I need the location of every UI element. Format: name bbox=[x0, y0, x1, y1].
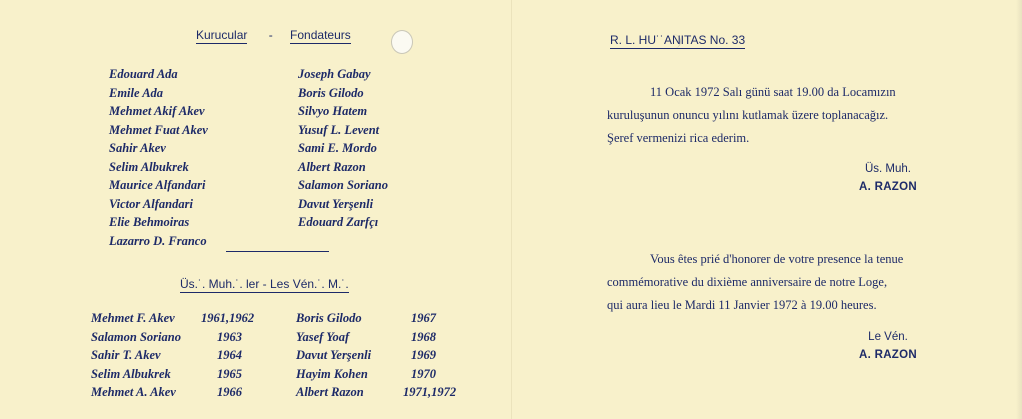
founder-name: Davut Yerşenli bbox=[298, 196, 374, 211]
past-master-year: 1971,1972 bbox=[403, 385, 457, 399]
french-signer-name: A. RAZON bbox=[859, 349, 917, 361]
past-master-year: 1969 bbox=[411, 348, 436, 362]
founder-name: Joseph Gabay bbox=[298, 67, 371, 81]
past-master-row bbox=[296, 346, 476, 365]
founder-name: Edouard Zarfçı bbox=[298, 215, 379, 229]
french-line-1: Vous êtes prié d'honorer de votre presence la tenue bbox=[650, 252, 904, 266]
founder-name: Boris Gilodo bbox=[298, 85, 364, 100]
past-master-name: Selim Albukrek bbox=[91, 366, 171, 381]
past-master-row bbox=[296, 309, 476, 328]
turkish-line-2: kuruluşunun onuncu yılını kutlamak üzere toplanacağız. bbox=[607, 108, 889, 122]
past-master-name: Yasef Yoaf bbox=[296, 329, 350, 344]
past-master-row bbox=[296, 383, 476, 402]
turkish-signer-name: A. RAZON bbox=[859, 181, 917, 193]
french-line-2: commémorative du dixième anniversaire de notre Loge, bbox=[607, 275, 888, 289]
past-master-name: Salamon Soriano bbox=[91, 329, 181, 344]
french-line-3: qui aura lieu le Mardi 11 Janvier 1972 à 19.00 heures. bbox=[607, 298, 877, 312]
past-master-year: 1961,1962 bbox=[201, 311, 255, 325]
lodge-heading-text: R. L. HU˙˙ANITAS No. 33 bbox=[610, 33, 746, 47]
past-master-row bbox=[91, 365, 281, 384]
founder-name: Albert Razon bbox=[298, 159, 366, 174]
past-master-year: 1965 bbox=[217, 366, 242, 381]
founders-heading-tr: Kurucular bbox=[196, 28, 248, 42]
past-master-row bbox=[91, 328, 281, 347]
past-masters-heading-text: Üs.˙. Muh.˙. ler - Les Vén.˙. M.˙. bbox=[180, 277, 349, 291]
founder-name: Elie Behmoiras bbox=[109, 215, 190, 229]
founders-heading-fr: Fondateurs bbox=[290, 28, 351, 42]
founder-name: Victor Alfandari bbox=[109, 196, 193, 211]
past-masters-heading bbox=[180, 277, 349, 291]
founder-name: Lazarro D. Franco bbox=[109, 233, 207, 248]
past-master-year: 1970 bbox=[411, 366, 436, 381]
past-master-row bbox=[91, 346, 281, 365]
founders-list-2 bbox=[298, 65, 388, 232]
past-masters-list-2 bbox=[296, 309, 476, 402]
past-master-row bbox=[91, 309, 281, 328]
past-masters-list-1 bbox=[91, 309, 281, 402]
past-master-name: Sahir T. Akev bbox=[91, 348, 161, 362]
french-signer-title: Le Vén. bbox=[868, 331, 908, 343]
past-master-year: 1964 bbox=[217, 348, 242, 362]
founder-name: Salamon Soriano bbox=[298, 178, 388, 192]
past-master-row bbox=[296, 365, 476, 384]
page-edge bbox=[1016, 0, 1022, 419]
founders-heading-dash: - bbox=[268, 28, 273, 42]
center-fold bbox=[511, 0, 512, 419]
section-divider bbox=[226, 251, 329, 252]
past-master-row bbox=[296, 328, 476, 347]
past-master-name: Mehmet F. Akev bbox=[91, 311, 175, 325]
founders-list-1 bbox=[109, 65, 208, 250]
past-master-year: 1966 bbox=[217, 385, 242, 399]
founder-name: Mehmet Akif Akev bbox=[109, 104, 205, 118]
past-master-name: Davut Yerşenli bbox=[296, 348, 372, 362]
founder-name: Maurice Alfandari bbox=[109, 178, 206, 192]
past-master-row bbox=[91, 383, 281, 402]
founder-name: Selim Albukrek bbox=[109, 159, 189, 174]
founders-heading bbox=[196, 28, 351, 42]
past-master-year: 1968 bbox=[411, 329, 436, 344]
punch-hole-left bbox=[391, 30, 413, 54]
founder-name: Sami E. Mordo bbox=[298, 141, 377, 155]
turkish-signer-title: Üs. Muh. bbox=[864, 163, 911, 175]
past-master-name: Mehmet A. Akev bbox=[91, 385, 176, 399]
founder-name: Edouard Ada bbox=[109, 67, 178, 81]
founder-name: Mehmet Fuat Akev bbox=[109, 122, 208, 137]
turkish-line-3: Şeref vermenizi rica ederim. bbox=[607, 131, 750, 145]
founder-name: Emile Ada bbox=[109, 85, 164, 100]
past-master-name: Albert Razon bbox=[296, 385, 364, 399]
past-master-name: Boris Gilodo bbox=[296, 311, 362, 325]
lodge-heading bbox=[610, 33, 745, 47]
founder-name: Silvyo Hatem bbox=[298, 104, 368, 118]
past-master-year: 1963 bbox=[217, 329, 242, 344]
past-master-name: Hayim Kohen bbox=[296, 366, 368, 381]
turkish-line-1: 11 Ocak 1972 Salı günü saat 19.00 da Locamızın bbox=[650, 85, 896, 99]
founder-name: Sahir Akev bbox=[109, 141, 166, 155]
founder-name: Yusuf L. Levent bbox=[298, 122, 380, 137]
past-master-year: 1967 bbox=[411, 311, 436, 325]
